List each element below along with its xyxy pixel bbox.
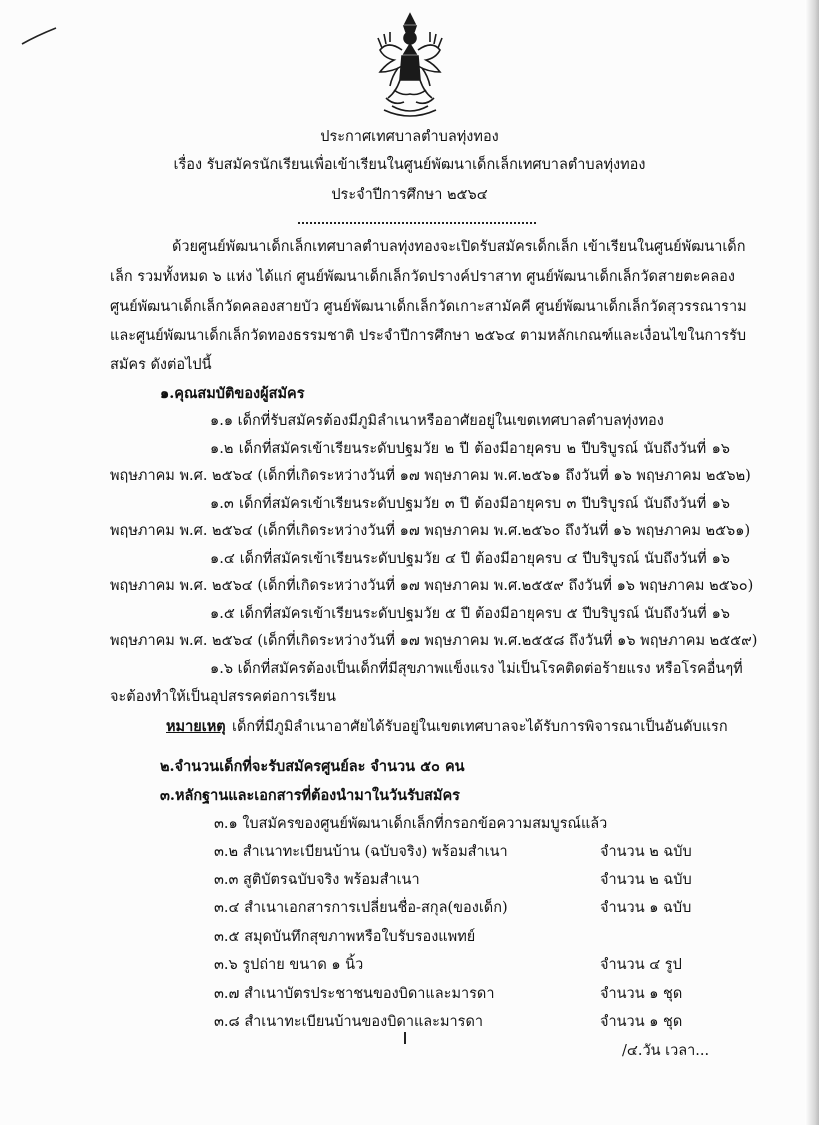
pen-mark-icon <box>20 26 58 46</box>
announcement-year: ประจำปีการศึกษา ๒๕๖๔ <box>331 187 488 203</box>
intro-line: ศูนย์พัฒนาเด็กเล็กวัดคลองสายบัว ศูนย์พัฒนาเด็กเล็กวัดเกาะสามัคคี ศูนย์พัฒนาเด็กเล็กวัดสุวรรณาราม <box>110 299 747 315</box>
section-heading: ๑.คุณสมบัติของผู้สมัคร <box>160 385 305 402</box>
document-item: ๓.๒ สำเนาทะเบียนบ้าน (ฉบับจริง) พร้อมสำเนา <box>214 844 508 860</box>
document-quantity: จำนวน ๒ ฉบับ <box>600 844 692 860</box>
qualification-item-cont: จะต้องทำให้เป็นอุปสรรคต่อการเรียน <box>110 689 336 705</box>
scan-mark <box>404 1032 406 1044</box>
document-quantity: จำนวน ๑ ฉบับ <box>600 900 692 916</box>
qualification-item: ๑.๔ เด็กที่สมัครเข้าเรียนระดับปฐมวัย ๔ ปี ต้องมีอายุครบ ๔ ปีบริบูรณ์ นับถึงวันที่ ๑๖ <box>210 551 730 567</box>
document-item: ๓.๑ ใบสมัครของศูนย์พัฒนาเด็กเล็กที่กรอกข้อความสมบูรณ์แล้ว <box>214 816 608 832</box>
qualification-item: ๑.๕ เด็กที่สมัครเข้าเรียนระดับปฐมวัย ๕ ปี ต้องมีอายุครบ ๕ ปีบริบูรณ์ นับถึงวันที่ ๑๖ <box>210 606 730 622</box>
intro-line: สมัคร ดังต่อไปนี้ <box>110 357 212 373</box>
qualification-item-cont: พฤษภาคม พ.ศ. ๒๕๖๔ (เด็กที่เกิดระหว่างวันที่ ๑๗ พฤษภาคม พ.ศ.๒๕๖๑ ถึงวันที่ ๑๖ พฤษภาคม ๒๕๖๒) <box>110 468 751 484</box>
announcement-subject: เรื่อง รับสมัครนักเรียนเพื่อเข้าเรียนในศูนย์พัฒนาเด็กเล็กเทศบาลตำบลทุ่งทอง <box>173 157 646 173</box>
announcement-title: ประกาศเทศบาลตำบลทุ่งทอง <box>320 129 499 145</box>
document-item: ๓.๕ สมุดบันทึกสุขภาพหรือใบรับรองแพทย์ <box>214 929 476 945</box>
qualification-item-cont: พฤษภาคม พ.ศ. ๒๕๖๔ (เด็กที่เกิดระหว่างวันที่ ๑๗ พฤษภาคม พ.ศ.๒๕๕๘ ถึงวันที่ ๑๖ พฤษภาคม ๒๕๕๙) <box>110 633 758 649</box>
document-item: ๓.๓ สูติบัตรฉบับจริง พร้อมสำเนา <box>214 872 420 888</box>
note-text: เด็กที่มีภูมิลำเนาอาศัยได้รับอยู่ในเขตเทศบาลจะได้รับการพิจารณาเป็นอันดับแรก <box>232 719 728 735</box>
document-item: ๓.๖ รูปถ่าย ขนาด ๑ นิ้ว <box>214 957 364 973</box>
qualification-item: ๑.๖ เด็กที่สมัครต้องเป็นเด็กที่มีสุขภาพแข็งแรง ไม่เป็นโรคติดต่อร้ายแรง หรือโรคอื่นๆที่ <box>210 661 743 677</box>
document-quantity: จำนวน ๑ ชุด <box>600 986 683 1002</box>
qualification-item-cont: พฤษภาคม พ.ศ. ๒๕๖๔ (เด็กที่เกิดระหว่างวันที่ ๑๗ พฤษภาคม พ.ศ.๒๕๖๐ ถึงวันที่ ๑๖ พฤษภาคม ๒๕๖๑) <box>110 523 751 539</box>
intro-line: และศูนย์พัฒนาเด็กเล็กวัดทองธรรมชาติ ประจำปีการศึกษา ๒๕๖๔ ตามหลักเกณฑ์และเงื่อนไขในการรับ <box>110 328 747 344</box>
continued-marker: /๔.วัน เวลา... <box>622 1043 710 1059</box>
section-heading: ๓.หลักฐานและเอกสารที่ต้องนำมาในวันรับสมัคร <box>160 787 460 804</box>
title-divider <box>298 216 536 224</box>
qualification-item-cont: พฤษภาคม พ.ศ. ๒๕๖๔ (เด็กที่เกิดระหว่างวันที่ ๑๗ พฤษภาคม พ.ศ.๒๕๕๙ ถึงวันที่ ๑๖ พฤษภาคม ๒๕๖๐) <box>110 578 754 594</box>
qualification-item: ๑.๓ เด็กที่สมัครเข้าเรียนระดับปฐมวัย ๓ ปี ต้องมีอายุครบ ๓ ปีบริบูรณ์ นับถึงวันที่ ๑๖ <box>210 496 730 512</box>
qualification-item: ๑.๑ เด็กที่รับสมัครต้องมีภูมิลำเนาหรืออาศัยอยู่ในเขตเทศบาลตำบลทุ่งทอง <box>210 413 664 429</box>
document-quantity: จำนวน ๒ ฉบับ <box>600 872 692 888</box>
garuda-emblem-icon <box>374 10 446 120</box>
intro-line: เล็ก รวมทั้งหมด ๖ แห่ง ได้แก่ ศูนย์พัฒนาเด็กเล็กวัดปรางค์ปราสาท ศูนย์พัฒนาเด็กเล็กวัดสายตะคลอง <box>110 269 735 285</box>
section-heading: ๒.จำนวนเด็กที่จะรับสมัครศูนย์ละ จำนวน ๕๐ คน <box>160 758 465 775</box>
document-item: ๓.๗ สำเนาบัตรประชาชนของบิดาและมารดา <box>214 986 495 1002</box>
document-quantity: จำนวน ๔ รูป <box>600 957 682 973</box>
document-item: ๓.๔ สำเนาเอกสารการเปลี่ยนชื่อ-สกุล(ของเด็ก) <box>214 900 508 916</box>
qualification-item: ๑.๒ เด็กที่สมัครเข้าเรียนระดับปฐมวัย ๒ ปี ต้องมีอายุครบ ๒ ปีบริบูรณ์ นับถึงวันที่ ๑๖ <box>210 441 730 457</box>
note-label: หมายเหตุ <box>166 718 226 735</box>
intro-line: ด้วยศูนย์พัฒนาเด็กเล็กเทศบาลตำบลทุ่งทองจะเปิดรับสมัครเด็กเล็ก เข้าเรียนในศูนย์พัฒนาเด็ก <box>172 239 746 255</box>
document-quantity: จำนวน ๑ ชุด <box>600 1014 683 1030</box>
document-item: ๓.๘ สำเนาทะเบียนบ้านของบิดาและมารดา <box>214 1014 484 1030</box>
